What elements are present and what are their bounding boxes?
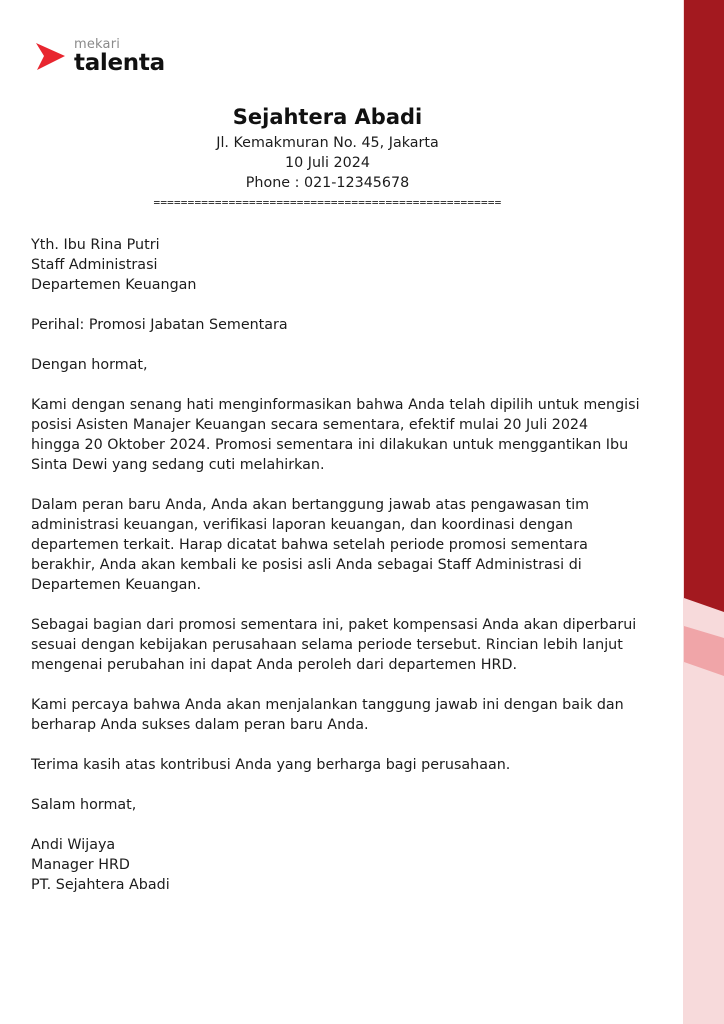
recipient-name: Yth. Ibu Rina Putri	[31, 237, 160, 253]
letter-body	[31, 235, 641, 895]
closing: Salam hormat,	[31, 797, 137, 813]
subject-line: Perihal: Promosi Jabatan Sementara	[31, 317, 288, 333]
signature-block	[31, 835, 641, 895]
signer-company: PT. Sejahtera Abadi	[31, 877, 170, 893]
recipient-department: Departemen Keuangan	[31, 277, 197, 293]
body-paragraph: Kami percaya bahwa Anda akan menjalankan tanggung jawab ini dengan baik dan berharap Anda sukses dalam peran baru Anda.	[31, 697, 624, 733]
dark-red-strip	[684, 0, 724, 612]
header-separator: ===================================================	[153, 196, 502, 209]
recipient-block	[31, 235, 641, 295]
signer-title: Manager HRD	[31, 857, 130, 873]
company-logo	[34, 38, 165, 75]
signer-name: Andi Wijaya	[31, 837, 116, 853]
company-phone: Phone : 021-12345678	[245, 175, 410, 191]
body-paragraph: Terima kasih atas kontribusi Anda yang berharga bagi perusahaan.	[31, 757, 511, 773]
logo-brand-small: mekari	[74, 37, 121, 52]
talenta-logo-icon	[34, 39, 68, 75]
body-paragraph: Dalam peran baru Anda, Anda akan bertanggung jawab atas pengawasan tim administrasi keuangan, verifikasi laporan keuangan, dan koordinasi dengan departemen terkait. Harap dicatat bahwa setelah periode promosi sementara berakhir, Anda akan kembali ke posisi asli Anda sebagai Staff Administrasi di Departemen Keuangan.	[31, 497, 590, 593]
body-paragraph: Kami dengan senang hati menginformasikan bahwa Anda telah dipilih untuk mengisi posisi Asisten Manajer Keuangan secara sementara, efektif mulai 20 Juli 2024 hingga 20 Oktober 2024. Promosi sementara ini dilakukan untuk menggantikan Ibu Sinta Dewi yang sedang cuti melahirkan.	[31, 397, 640, 473]
greeting: Dengan hormat,	[31, 357, 148, 373]
recipient-position: Staff Administrasi	[31, 257, 158, 273]
letter-date: 10 Juli 2024	[285, 155, 370, 171]
logo-brand-big: talenta	[74, 50, 165, 76]
letterhead	[0, 103, 655, 211]
logo-wordmark	[74, 38, 165, 75]
body-paragraph: Sebagai bagian dari promosi sementara ini, paket kompensasi Anda akan diperbarui sesuai dengan kebijakan perusahaan selama periode tersebut. Rincian lebih lanjut mengenai perubahan ini dapat Anda peroleh dari departemen HRD.	[31, 617, 637, 673]
company-name: Sejahtera Abadi	[232, 105, 423, 129]
company-address: Jl. Kemakmuran No. 45, Jakarta	[216, 135, 439, 151]
